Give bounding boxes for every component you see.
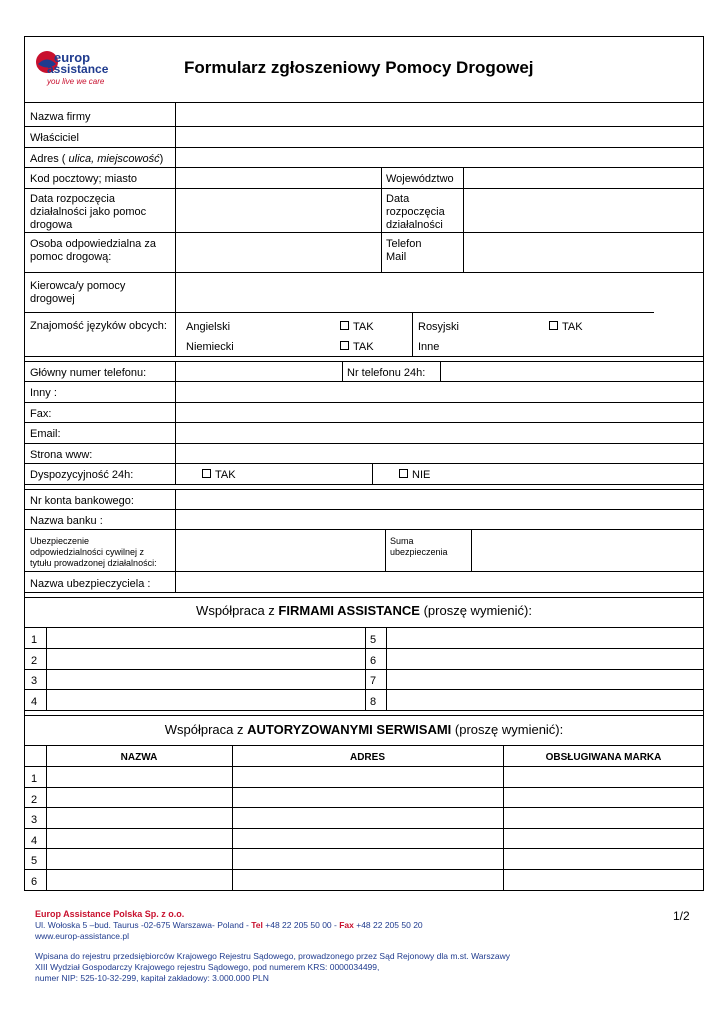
divider	[342, 361, 343, 381]
divider	[365, 627, 366, 710]
label-owner: Właściciel	[30, 132, 79, 144]
divider	[24, 592, 704, 593]
row-number: 4	[31, 835, 38, 847]
label-other-language: Inne	[418, 341, 440, 353]
label-main-phone: Główny numer telefonu:	[30, 367, 147, 379]
divider	[24, 188, 704, 189]
row-number: 2	[31, 655, 38, 667]
divider	[24, 272, 704, 273]
label-drivers: Kierowca/y pomocy drogowej	[30, 280, 126, 305]
divider	[175, 489, 176, 592]
label-voivodeship: Województwo	[386, 173, 454, 185]
divider	[24, 766, 704, 767]
footer-registration-2: XIII Wydział Gospodarczy Krajowego rejestru Sądowego, pod numerem KRS: 0000034499,	[35, 962, 380, 972]
column-header-brand: OBSŁUGIWANA MARKA	[545, 752, 662, 763]
divider	[24, 443, 704, 444]
label-start-date: Data rozpoczęcia działalności jako pomoc drogowa	[30, 193, 147, 231]
label-english: Angielski	[186, 321, 231, 333]
label-website: Strona www:	[30, 449, 93, 461]
divider	[24, 710, 704, 711]
label-responsible-person: Osoba odpowiedzialna za pomoc drogową:	[30, 238, 156, 263]
page-title: Formularz zgłoszeniowy Pomocy Drogowej	[184, 58, 534, 77]
label-bank-name: Nazwa banku :	[30, 515, 103, 527]
row-number: 7	[370, 675, 377, 687]
label-phone-24h: Nr telefonu 24h:	[347, 367, 426, 379]
logo-text-assistance: assistance	[47, 62, 109, 76]
section-services-title: Współpraca z AUTORYZOWANYMI SERWISAMI (proszę wymienić):	[164, 722, 564, 737]
divider	[24, 529, 704, 530]
divider	[24, 848, 704, 849]
divider	[24, 361, 704, 362]
divider	[24, 402, 704, 403]
divider	[24, 828, 704, 829]
label-russian: Rosyjski	[418, 321, 459, 333]
divider	[24, 484, 704, 485]
checkbox-availability-no[interactable]: NIE	[399, 469, 430, 482]
row-number: 1	[31, 634, 38, 646]
page-number: 1/2	[673, 909, 690, 923]
row-number: 6	[370, 655, 377, 667]
divider	[232, 745, 233, 891]
divider	[24, 381, 704, 382]
label-languages: Znajomość języków obcych:	[30, 320, 167, 332]
divider	[24, 232, 704, 233]
divider	[440, 361, 441, 381]
divider	[463, 167, 464, 272]
label-other-phone: Inny :	[30, 387, 57, 399]
section-assistance-title: Współpraca z FIRMAMI ASSISTANCE (proszę wymienić):	[196, 603, 532, 618]
label-phone-mail: Telefon Mail	[386, 238, 422, 263]
label-insurance-sum: Suma ubezpieczenia	[390, 536, 448, 557]
divider	[24, 787, 704, 788]
row-number: 4	[31, 696, 38, 708]
divider	[24, 147, 704, 148]
divider	[24, 869, 704, 870]
divider	[24, 422, 704, 423]
divider	[24, 356, 704, 357]
label-postal-city: Kod pocztowy; miasto	[30, 173, 137, 185]
label-address: Adres ( ulica, miejscowość)	[30, 153, 164, 165]
divider	[24, 597, 704, 598]
label-bank-account: Nr konta bankowego:	[30, 495, 134, 507]
divider	[386, 627, 387, 710]
footer-registration-3: numer NIP: 525-10-32-299, kapitał zakładowy: 3.000.000 PLN	[35, 973, 269, 983]
footer-address: Ul. Wołoska 5 –bud. Taurus -02-675 Warszawa- Poland - Tel +48 22 205 50 00 - Fax +48 22 205 50 20	[35, 920, 423, 930]
row-number: 3	[31, 675, 38, 687]
divider	[385, 529, 386, 571]
row-number: 5	[370, 634, 377, 646]
divider	[372, 463, 373, 484]
label-start-date-2: Data rozpoczęcia działalności	[386, 193, 445, 231]
row-number: 3	[31, 814, 38, 826]
row-number: 1	[31, 773, 38, 785]
divider	[24, 312, 654, 313]
row-number: 8	[370, 696, 377, 708]
logo-tagline: you live we care	[47, 77, 105, 86]
row-number: 2	[31, 794, 38, 806]
footer-website-link[interactable]: www.europ-assistance.pl	[35, 931, 130, 941]
divider	[24, 689, 704, 690]
divider	[503, 745, 504, 891]
divider	[24, 571, 704, 572]
row-number: 5	[31, 855, 38, 867]
checkbox-russian[interactable]: TAK	[549, 321, 583, 334]
divider	[24, 167, 704, 168]
divider	[24, 509, 704, 510]
divider	[24, 627, 704, 628]
divider	[46, 627, 47, 710]
divider	[175, 102, 176, 356]
footer-company-name: Europ Assistance Polska Sp. z o.o.	[35, 909, 185, 919]
checkbox-german[interactable]: TAK	[340, 341, 374, 354]
footer-registration-1: Wpisana do rejestru przedsiębiorców Krajowego Rejestru Sądowego, prowadzonego przez Sąd Rejonowy dla m.st. Warszawy	[35, 951, 510, 961]
column-header-name: NAZWA	[120, 752, 158, 763]
divider	[24, 745, 704, 746]
divider	[412, 312, 413, 356]
label-availability: Dyspozycyjność 24h:	[30, 469, 134, 481]
checkbox-availability-yes[interactable]: TAK	[202, 469, 236, 482]
divider	[46, 745, 47, 891]
divider	[24, 126, 704, 127]
divider	[24, 463, 704, 464]
label-insurer-name: Nazwa ubezpieczyciela :	[30, 578, 151, 590]
form-header	[24, 36, 704, 103]
checkbox-english[interactable]: TAK	[340, 321, 374, 334]
row-number: 6	[31, 876, 38, 888]
column-header-address: ADRES	[349, 752, 385, 763]
company-logo	[34, 46, 154, 96]
divider	[381, 167, 382, 272]
logo-text-europ: europ	[54, 50, 91, 65]
divider	[24, 715, 704, 716]
divider	[471, 529, 472, 571]
divider	[175, 361, 176, 484]
divider	[24, 669, 704, 670]
label-german: Niemiecki	[186, 341, 234, 353]
divider	[24, 489, 704, 490]
label-fax: Fax:	[30, 408, 52, 420]
divider	[24, 807, 704, 808]
label-insurance: Ubezpieczenie odpowiedzialności cywilnej z tytułu prowadzonej działalności:	[30, 536, 157, 568]
divider	[24, 648, 704, 649]
label-company-name: Nazwa firmy	[30, 111, 91, 123]
label-email: Email:	[30, 428, 61, 440]
